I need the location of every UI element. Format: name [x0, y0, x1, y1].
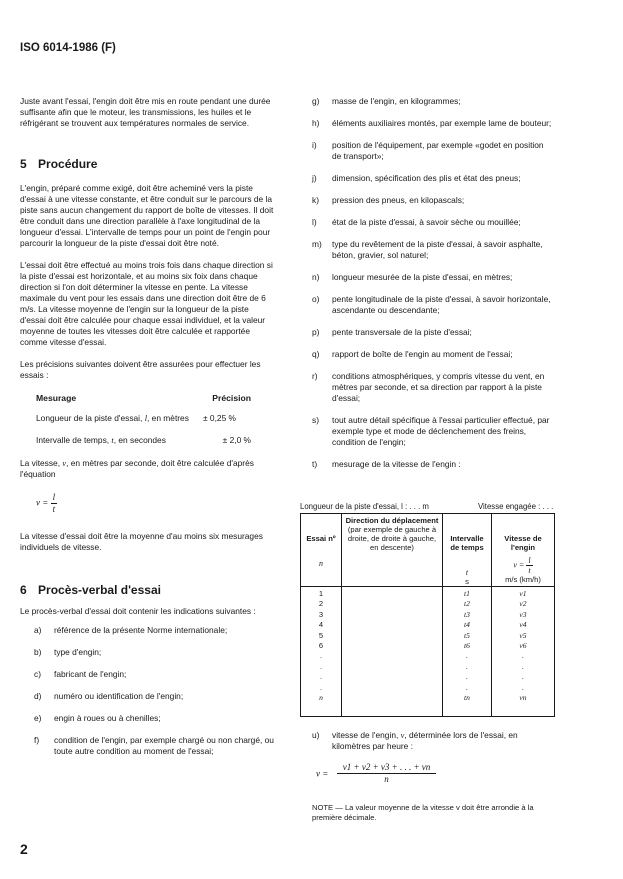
report-list-left — [34, 625, 275, 757]
table-body-row — [301, 587, 555, 717]
list-item: d) numéro ou identification de l'engin; — [34, 691, 184, 701]
table-caption-right: Vitesse engagée : . . . — [478, 502, 554, 511]
standard-header: ISO 6014-1986 (F) — [20, 42, 116, 54]
col-direction: Direction du déplacement (par exemple de gauche à droite, de droite à gauche, en descente) — [342, 514, 443, 587]
list-item: p) pente transversale de la piste d'essai; — [312, 327, 472, 337]
precision-table — [36, 393, 251, 446]
col-vitesse-values: v1 v2 v3 v4 v5 v6 . . . . vn — [492, 587, 555, 717]
report-intro: Le procès-verbal d'essai doit contenir les indications suivantes : — [20, 606, 256, 616]
section-6-title: Procès-verbal d'essai — [38, 583, 161, 597]
precision-row: Intervalle de temps, t, en secondes ± 2,0 % — [36, 435, 251, 445]
list-item: h) éléments auxiliaires montés, par exemple lame de bouteur; — [312, 118, 552, 128]
speed-equation: v = $\frac{l}{t}$ — [36, 492, 56, 514]
list-item: l) état de la piste d'essai, à savoir sèche ou mouillée; — [312, 217, 521, 227]
precision-col-measure: Mesurage — [36, 393, 77, 403]
section-5-heading — [20, 159, 275, 170]
col-intervalle-values: t1 t2 t3 t4 t5 t6 . . . . tn — [443, 587, 492, 717]
section-5-number: 5 — [20, 157, 27, 171]
list-item: g) masse de l'engin, en kilogrammes; — [312, 96, 461, 106]
speed-average-paragraph: La vitesse d'essai doit être la moyenne d'au moins six mesurages individuels de vitesse. — [20, 531, 263, 552]
list-item-u: u) vitesse de l'engin, v, déterminée lors de l'essai, en kilomètres par heure : — [312, 730, 518, 751]
col-essai: Essai nº n — [301, 514, 342, 587]
list-item: f) condition de l'engin, par exemple chargé ou non chargé, ou toute autre condition au moment de l'essai; — [34, 735, 274, 756]
table-caption-left: Longueur de la piste d'essai, l : . . . m — [300, 502, 429, 511]
page-number: 2 — [20, 841, 28, 857]
col-vitesse: Vitesse de l'engin v = $\frac{l}{t}$ m/s (km/h) — [492, 514, 555, 587]
section-6-number: 6 — [20, 583, 27, 597]
procedure-paragraph-2: L'essai doit être effectué au moins trois fois dans chaque direction si la piste d'essai est horizontale, et au moins six foix dans chaque direction si l'on doit déterminer la vitesse en pente. La vitesse maximale du vent pour les essais dans une direction doit être de 6 m/s. La vitesse moyenne de l'engin sur la longueur de la piste d'essai doit être calculée pour chaque essai individuel, et la valeur moyenne de toutes les vitesses doit être calculée et rapportée comme vitesse d'essai. — [20, 260, 273, 347]
list-item: m) type du revêtement de la piste d'essai, à savoir asphalte, béton, gravier, sol naturel; — [312, 239, 543, 260]
list-item: t) mesurage de la vitesse de l'engin : — [312, 459, 461, 469]
col-essai-values: 1 2 3 4 5 6 . . . . n — [301, 587, 342, 717]
procedure-paragraph-3: Les précisions suivantes doivent être assurées pour effectuer les essais : — [20, 359, 261, 380]
measurement-table — [300, 513, 555, 717]
list-item: a) référence de la présente Norme internationale; — [34, 625, 228, 635]
list-item: b) type d'engin; — [34, 647, 102, 657]
list-item: c) fabricant de l'engin; — [34, 669, 127, 679]
list-item: o) pente longitudinale de la piste d'essai, à savoir horizontale, ascendante ou descendante; — [312, 294, 551, 315]
precision-row: Longueur de la piste d'essai, l, en mètres ± 0,25 % — [36, 413, 251, 424]
intro-paragraph: Juste avant l'essai, l'engin doit être mis en route pendant une durée suffisante afin que le moteur, les transmissions, les huiles et le réfrigérant se trouvent aux températures normales de service. — [20, 96, 271, 128]
right-column — [312, 96, 554, 470]
section-5-title: Procédure — [38, 157, 98, 171]
precision-col-precision: Précision — [212, 393, 251, 403]
list-item: i) position de l'équipement, par exemple «godet en position de transport»; — [312, 140, 544, 161]
list-item: e) engin à roues ou à chenilles; — [34, 713, 161, 723]
table-header-row — [301, 514, 555, 587]
procedure-paragraph-1: L'engin, préparé comme exigé, doit être acheminé vers la piste d'essai à une vitesse constante, et être conduit sur le parcours de la piste sans aucun changement du rapport de boîte de vitesses. Il doit être conduit dans une direction parallèle à l'axe longitudinal de la longueur d'essai. L'intervalle de temps pour un point de l'engin pour parcourir la longueur de la piste d'essai doit être noté. — [20, 183, 274, 248]
precision-value: ± 2,0 % — [222, 435, 251, 445]
list-item: r) conditions atmosphériques, y compris vitesse du vent, en mètres par seconde, et sa direction par rapport à la piste d'essai; — [312, 371, 545, 403]
section-6-heading — [20, 585, 275, 596]
left-column — [20, 96, 275, 757]
list-item: j) dimension, spécification des plis et état des pneus; — [312, 173, 521, 183]
list-item: k) pression des pneus, en kilopascals; — [312, 195, 465, 205]
list-item: q) rapport de boîte de l'engin au moment de l'essai; — [312, 349, 513, 359]
list-item: n) longueur mesurée de la piste d'essai, en mètres; — [312, 272, 513, 282]
list-item: s) tout autre détail spécifique à l'essai particulier effectué, par exemple type et mode de déclenchement des freins, condition de l'engin; — [312, 415, 550, 447]
col-intervalle: Intervalle de temps t s — [443, 514, 492, 587]
average-speed-equation: v = $\frac{v1 + v2 + v3 + . . . + vn}{n}$ — [316, 762, 436, 785]
note: NOTE — La valeur moyenne de la vitesse v doit être arrondie à la première décimale. — [312, 803, 534, 822]
precision-value: ± 0,25 % — [203, 413, 236, 423]
col-direction-values — [342, 587, 443, 717]
speed-paragraph: La vitesse, v, en mètres par seconde, doit être calculée d'après l'équation — [20, 458, 254, 479]
